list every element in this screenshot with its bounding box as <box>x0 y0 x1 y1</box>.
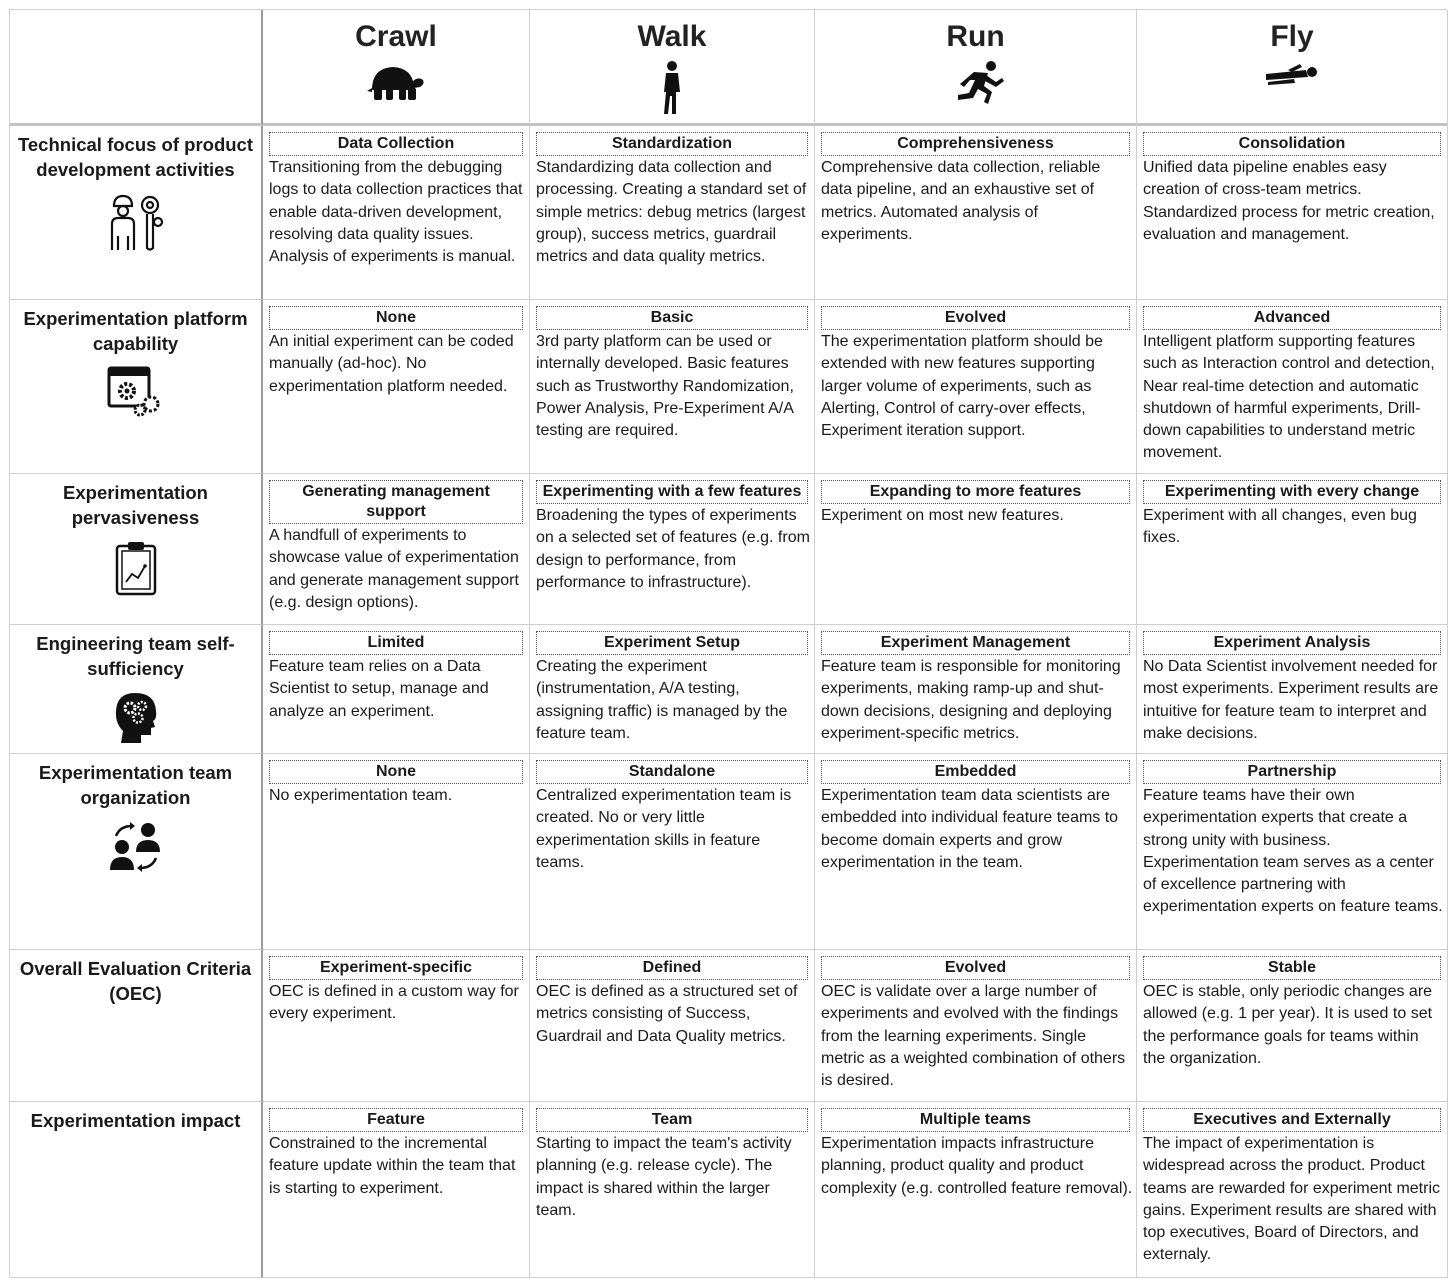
cell-subtitle: Experiment-specific <box>269 956 523 980</box>
cell-subtitle: Standardization <box>536 132 808 156</box>
cell-subtitle: Multiple teams <box>821 1108 1130 1132</box>
cell-subtitle: Experiment Management <box>821 631 1130 655</box>
row-label <box>10 300 263 474</box>
cell-subtitle: Evolved <box>821 306 1130 330</box>
stage-header-fly <box>1137 10 1448 126</box>
maturity-cell <box>815 625 1137 754</box>
maturity-cell <box>530 1102 815 1278</box>
stage-title: Walk <box>637 20 707 53</box>
cell-description: Creating the experiment (instrumentation, A/A testing, assigning traffic) is managed by the feature team. <box>536 658 788 742</box>
stage-header-crawl <box>263 10 530 126</box>
row-title: Experimentation pervasiveness <box>63 482 208 528</box>
cell-description: OEC is defined as a structured set of metrics consisting of Success, Guardrail and Data Quality metrics. <box>536 983 798 1045</box>
row-title: Experimentation platform capability <box>23 308 248 354</box>
cell-subtitle: Basic <box>536 306 808 330</box>
row-label <box>10 474 263 625</box>
browser-gears-icon <box>107 366 165 418</box>
cell-description: Feature teams have their own experimentation experts that create a strong unity with business. Experimentation team serves as a center of excellence partnering with experimentation experts on feature teams. <box>1143 787 1443 916</box>
cell-subtitle: Defined <box>536 956 808 980</box>
row-label <box>10 1102 263 1278</box>
row-label <box>10 625 263 754</box>
maturity-cell <box>1137 474 1448 625</box>
cell-subtitle: Embedded <box>821 760 1130 784</box>
maturity-cell <box>263 754 530 950</box>
maturity-cell <box>530 625 815 754</box>
cell-subtitle: None <box>269 760 523 784</box>
maturity-cell <box>263 625 530 754</box>
stage-title: Run <box>946 20 1005 53</box>
cell-description: Unified data pipeline enables easy creation of cross-team metrics. Standardized process for metric creation, evaluation and management. <box>1143 159 1435 243</box>
cell-description: 3rd party platform can be used or internally developed. Basic features such as Trustworthy Randomization, Power Analysis, Pre-Experiment A/A testing are required. <box>536 333 794 440</box>
maturity-cell <box>1137 300 1448 474</box>
engineer-gears-icon <box>106 192 166 252</box>
head-gears-icon <box>113 691 159 743</box>
cell-description: Experimentation team data scientists are embedded into individual feature teams to become domain experts and grow experimentation in the team. <box>821 787 1119 871</box>
maturity-cell <box>1137 625 1448 754</box>
cell-subtitle: Experimenting with every change <box>1143 480 1441 504</box>
maturity-cell <box>263 300 530 474</box>
cell-description: Comprehensive data collection, reliable data pipeline, and an exhaustive set of metrics. Automated analysis of experiments. <box>821 159 1101 243</box>
flying-person-icon <box>1264 60 1320 90</box>
cell-subtitle: Experimenting with a few features <box>536 480 808 504</box>
cell-subtitle: Experiment Analysis <box>1143 631 1441 655</box>
cell-subtitle: Generating management support <box>269 480 523 524</box>
maturity-cell <box>263 950 530 1102</box>
row-title: Engineering team self-sufficiency <box>36 633 235 679</box>
stage-header-run <box>815 10 1137 126</box>
maturity-cell <box>1137 1102 1448 1278</box>
maturity-cell <box>815 950 1137 1102</box>
running-person-icon <box>948 60 1004 110</box>
stage-title: Fly <box>1270 20 1314 53</box>
maturity-matrix <box>9 9 1447 1277</box>
corner-cell <box>10 10 263 126</box>
cell-description: Experiment with all changes, even bug fixes. <box>1143 507 1417 547</box>
cell-subtitle: Consolidation <box>1143 132 1441 156</box>
cell-description: OEC is defined in a custom way for every experiment. <box>269 983 519 1023</box>
walking-person-icon <box>657 60 687 116</box>
cell-subtitle: Data Collection <box>269 132 523 156</box>
maturity-cell <box>1137 126 1448 300</box>
maturity-cell <box>815 126 1137 300</box>
maturity-cell <box>263 474 530 625</box>
cell-description: Transitioning from the debugging logs to data collection practices that enable data-driven development, resolving data quality issues. Analysis of experiments is manual. <box>269 159 523 266</box>
maturity-cell <box>815 754 1137 950</box>
cell-description: A handfull of experiments to showcase value of experimentation and generate management support (e.g. design options). <box>269 527 519 611</box>
cell-description: Experimentation impacts infrastructure planning, product quality and product complexity (e.g. controlled feature removal). <box>821 1135 1133 1197</box>
cell-subtitle: Comprehensiveness <box>821 132 1130 156</box>
cell-subtitle: Feature <box>269 1108 523 1132</box>
cell-description: No experimentation team. <box>269 787 453 804</box>
cell-description: The experimentation platform should be extended with new features supporting larger volume of experiments, such as Alerting, Control of carry-over effects, Experiment iteration support. <box>821 333 1103 440</box>
cell-description: No Data Scientist involvement needed for most experiments. Experiment results are intuitive for feature team to interpret and make decisions. <box>1143 658 1439 742</box>
maturity-cell <box>815 1102 1137 1278</box>
row-label <box>10 950 263 1102</box>
cell-subtitle: Partnership <box>1143 760 1441 784</box>
row-label <box>10 126 263 300</box>
cell-subtitle: None <box>269 306 523 330</box>
maturity-cell <box>530 300 815 474</box>
cell-description: Experiment on most new features. <box>821 507 1064 524</box>
row-title: Experimentation team organization <box>38 762 233 808</box>
maturity-cell <box>815 300 1137 474</box>
cell-description: OEC is stable, only periodic changes are allowed (e.g. 1 per year). It is used to set the performance goals for teams within the organization. <box>1143 983 1433 1067</box>
cell-description: Standardizing data collection and processing. Creating a standard set of simple metrics: debug metrics (largest group), success metrics, guardrail metrics and data quality metrics. <box>536 159 807 266</box>
clipboard-chart-icon <box>114 540 158 596</box>
cell-description: Centralized experimentation team is created. No or very little experimentation skills in feature teams. <box>536 787 792 871</box>
team-exchange-icon <box>108 820 164 872</box>
cell-subtitle: Executives and Externally <box>1143 1108 1441 1132</box>
maturity-cell <box>530 126 815 300</box>
cell-subtitle: Team <box>536 1108 808 1132</box>
maturity-cell <box>1137 950 1448 1102</box>
cell-description: Feature team is responsible for monitoring experiments, making ramp-up and shut-down decisions, designing and deploying experiment-specific metrics. <box>821 658 1121 742</box>
row-label <box>10 754 263 950</box>
cell-subtitle: Limited <box>269 631 523 655</box>
cell-description: Constrained to the incremental feature update within the team that is starting to experiment. <box>269 1135 516 1197</box>
maturity-cell <box>263 1102 530 1278</box>
maturity-cell <box>815 474 1137 625</box>
row-title: Experimentation impact <box>30 1110 241 1131</box>
stage-header-walk <box>530 10 815 126</box>
cell-description: An initial experiment can be coded manually (ad-hoc). No experimentation platform needed. <box>269 333 514 395</box>
maturity-cell <box>530 950 815 1102</box>
maturity-cell <box>1137 754 1448 950</box>
cell-subtitle: Stable <box>1143 956 1441 980</box>
cell-subtitle: Evolved <box>821 956 1130 980</box>
cell-description: Broadening the types of experiments on a selected set of features (e.g. from design to performance, from performance to infrastructure). <box>536 507 810 591</box>
cell-subtitle: Standalone <box>536 760 808 784</box>
stage-title: Crawl <box>355 20 437 53</box>
maturity-cell <box>530 754 815 950</box>
cell-description: Intelligent platform supporting features such as Interaction control and detection, Near real-time detection and automatic shutdown of harmful experiments, Drill-down capabilities to understand metric movement. <box>1143 333 1435 462</box>
cell-subtitle: Experiment Setup <box>536 631 808 655</box>
row-title: Technical focus of product development activities <box>17 134 254 180</box>
maturity-cell <box>263 126 530 300</box>
cell-description: The impact of experimentation is widespread across the product. Product teams are rewarded for experiment metric gains. Experiment results are shared with top executives, Board of Directors, and externaly. <box>1143 1135 1440 1264</box>
turtle-icon <box>366 60 426 104</box>
cell-subtitle: Advanced <box>1143 306 1441 330</box>
maturity-cell <box>530 474 815 625</box>
cell-subtitle: Expanding to more features <box>821 480 1130 504</box>
cell-description: Starting to impact the team's activity planning (e.g. release cycle). The impact is shared within the larger team. <box>536 1135 792 1219</box>
cell-description: Feature team relies on a Data Scientist to setup, manage and analyze an experiment. <box>269 658 489 720</box>
row-title: Overall Evaluation Criteria (OEC) <box>19 958 252 1004</box>
cell-description: OEC is validate over a large number of experiments and evolved with the findings from the learning experiments. Single metric as a weighted combination of others is desired. <box>821 983 1126 1090</box>
